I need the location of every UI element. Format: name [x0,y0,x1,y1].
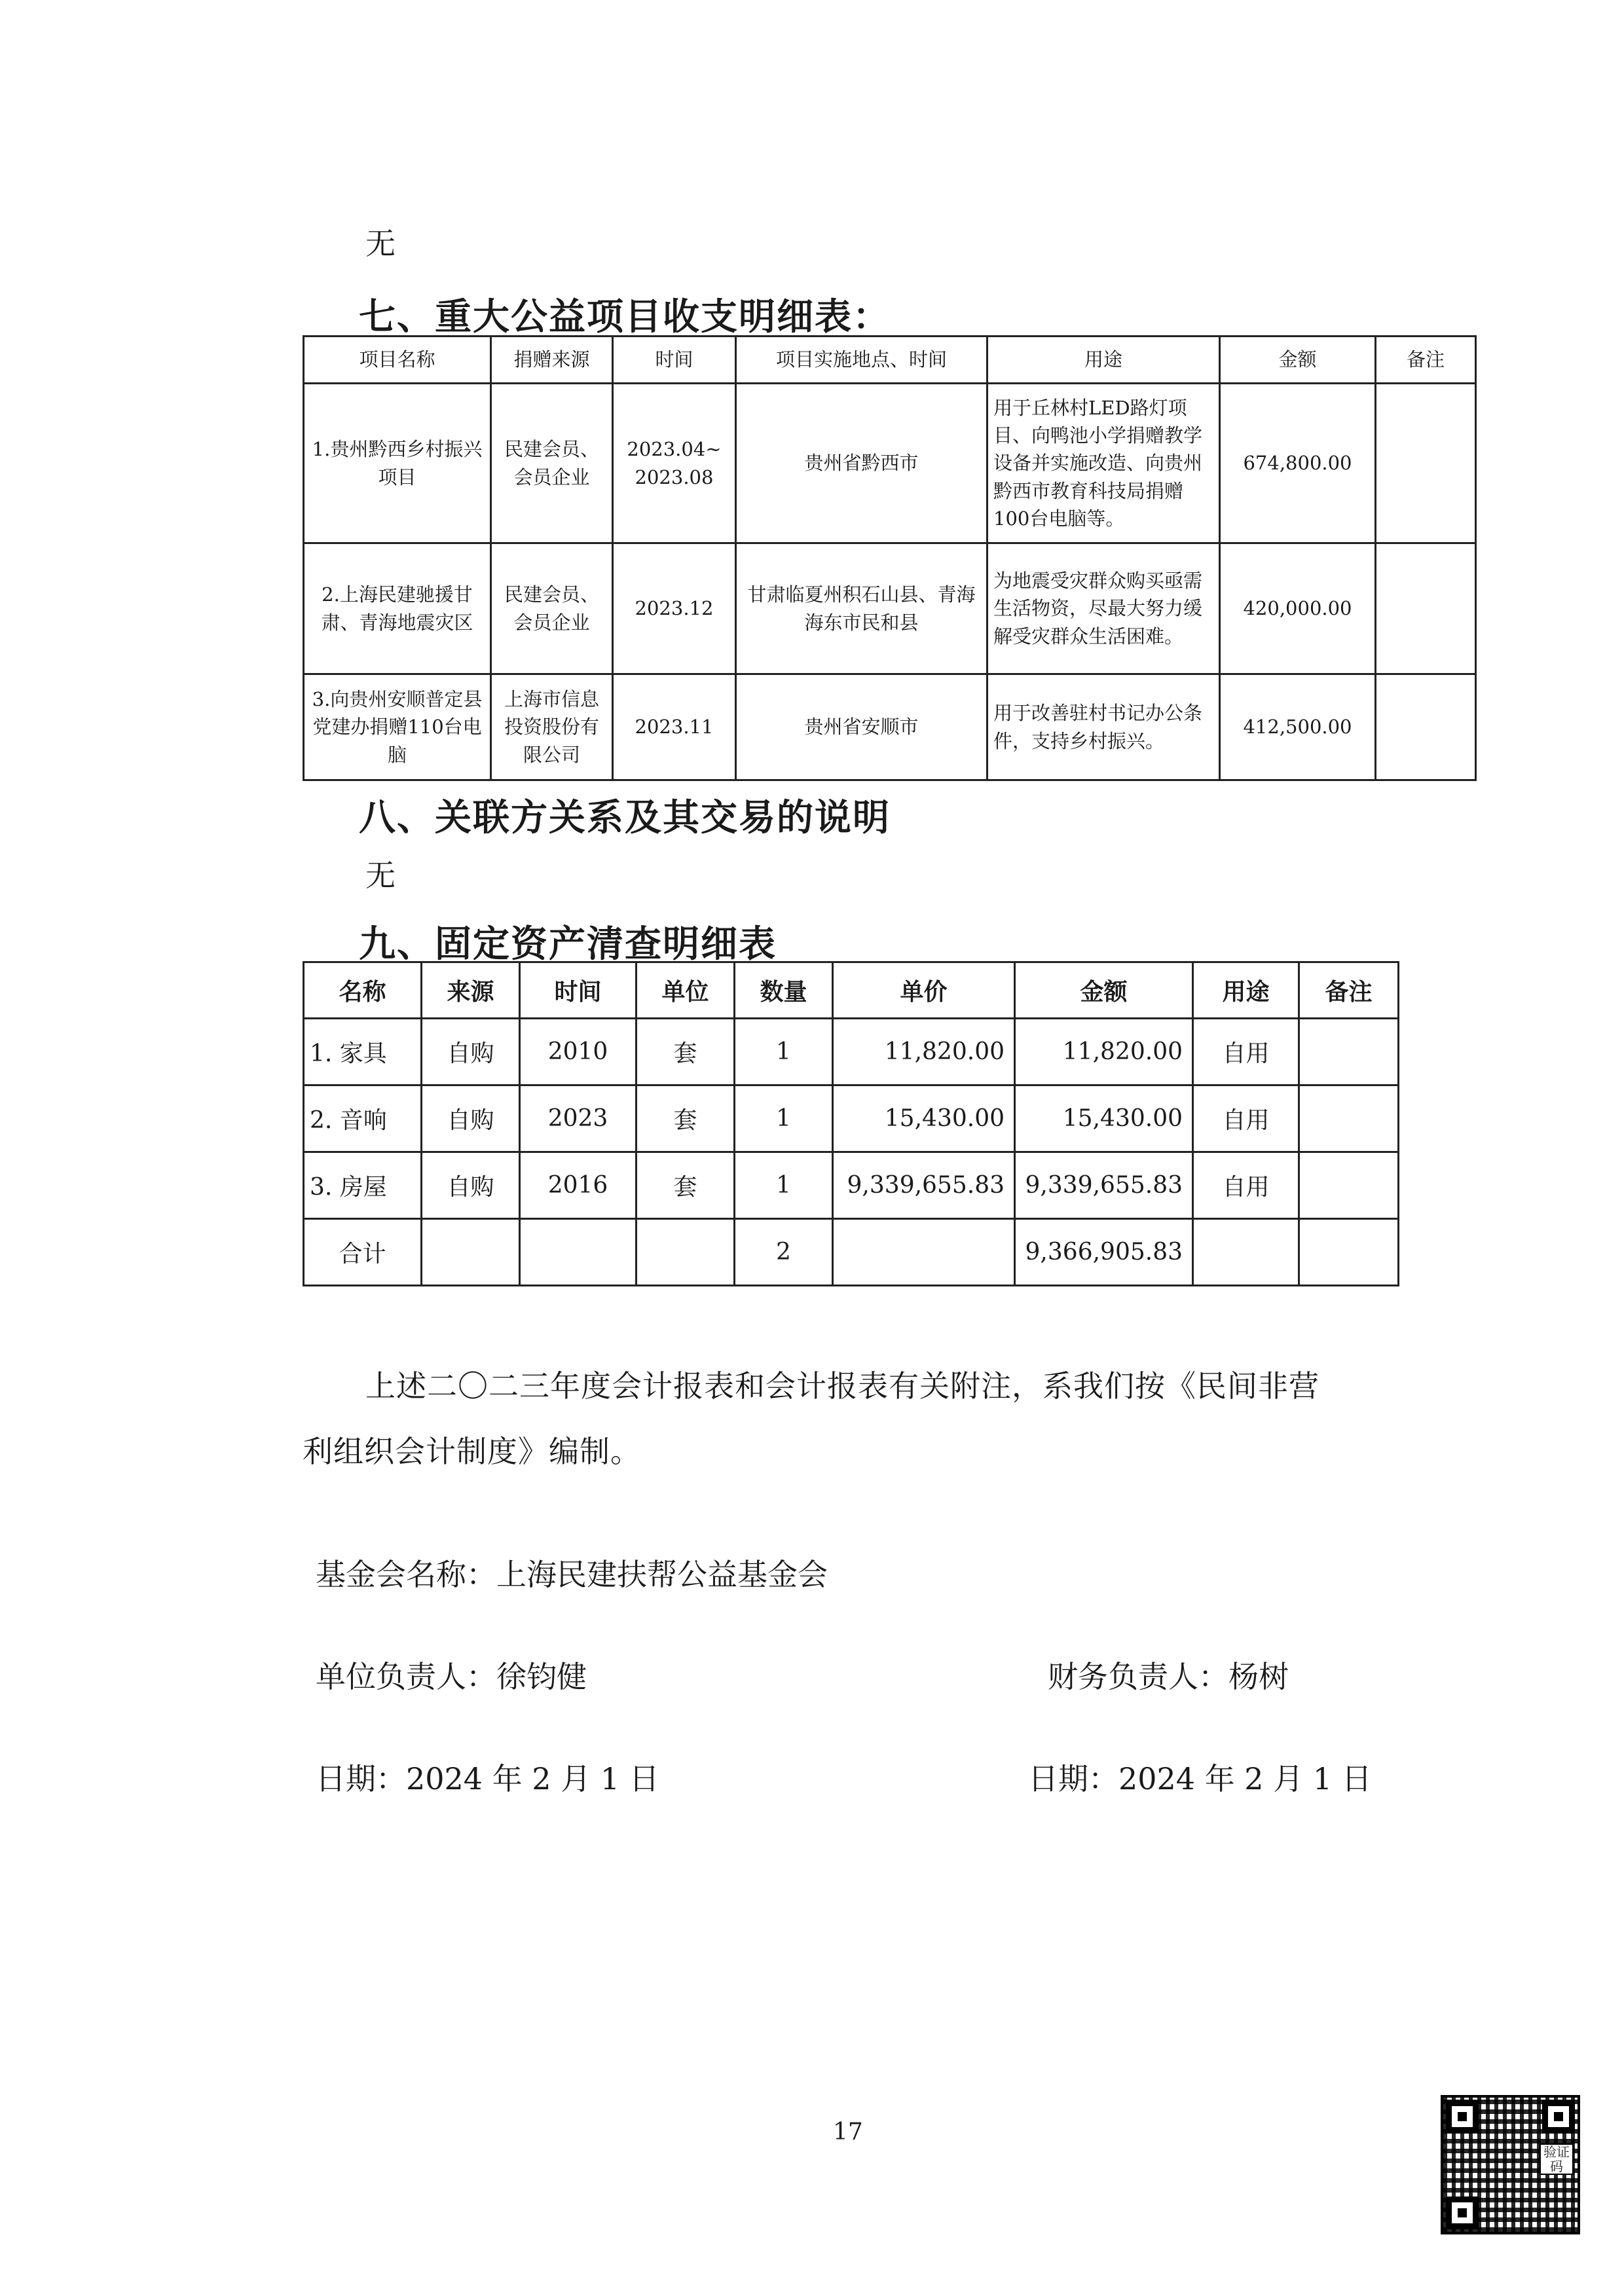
header-cell: 用途 [1193,962,1299,1019]
header-cell: 时间 [520,962,637,1019]
asset-source: 自购 [422,1085,520,1152]
donation-source: 上海市信息投资股份有限公司 [491,674,613,780]
project-time: 2023.11 [613,674,736,780]
date-right: 日期：2024 年 2 月 1 日 [1028,1761,1372,1796]
foundation-name: 基金会名称：上海民建扶帮公益基金会 [316,1557,828,1592]
header-cell: 用途 [987,337,1220,384]
asset-unit: 套 [637,1152,735,1219]
asset-use: 自用 [1193,1085,1299,1152]
closing-line-1: 上述二〇二三年度会计报表和会计报表有关附注，系我们按《民间非营 [365,1368,1320,1404]
project-remark [1376,543,1476,674]
project-remark [1376,384,1476,543]
donation-source: 民建会员、会员企业 [491,543,613,674]
asset-price: 15,430.00 [833,1085,1015,1152]
section8-title: 八、关联方关系及其交易的说明 [359,797,891,839]
asset-qty: 1 [735,1085,833,1152]
asset-name: 1. 家具 [304,1019,422,1085]
asset-price: 11,820.00 [833,1019,1015,1085]
closing-line-2: 利组织会计制度》编制。 [303,1434,641,1469]
section6-none-text: 无 [365,226,396,261]
header-cell: 时间 [613,337,736,384]
header-cell: 名称 [304,962,422,1019]
table-row [304,1085,1399,1152]
project-purpose: 用于改善驻村书记办公条件，支持乡村振兴。 [987,674,1220,780]
project-name: 2.上海民建驰援甘肃、青海地震灾区 [304,543,491,674]
asset-name: 3. 房屋 [304,1152,422,1219]
asset-unit: 套 [637,1019,735,1085]
table-row [304,543,1476,674]
header-cell: 捐赠来源 [491,337,613,384]
section8-none-text: 无 [365,858,396,893]
asset-year: 2023 [520,1085,637,1152]
fixed-asset-table [303,961,1399,1286]
project-purpose: 为地震受灾群众购买亟需生活物资，尽最大努力缓解受灾群众生活困难。 [987,543,1220,674]
asset-amount: 15,430.00 [1015,1085,1193,1152]
table-row [304,1152,1399,1219]
asset-qty: 1 [735,1152,833,1219]
section9-title: 九、固定资产清查明细表 [359,923,777,966]
qr-code-icon [1441,2095,1580,2234]
qr-finder-icon [1542,2100,1575,2133]
asset-year: 2010 [520,1019,637,1085]
asset-use: 自用 [1193,1019,1299,1085]
project-name: 3.向贵州安顺普定县党建办捐赠110台电脑 [304,674,491,780]
header-cell: 来源 [422,962,520,1019]
finance-head: 财务负责人：杨树 [1048,1659,1289,1694]
header-cell: 备注 [1299,962,1399,1019]
asset-year: 2016 [520,1152,637,1219]
project-amount: 674,800.00 [1220,384,1376,543]
asset-name: 2. 音响 [304,1085,422,1152]
qr-finder-icon [1446,2100,1479,2133]
project-amount: 412,500.00 [1220,674,1376,780]
header-cell: 备注 [1376,337,1476,384]
project-amount: 420,000.00 [1220,543,1376,674]
asset-remark [1299,1019,1399,1085]
qr-label: 验证 码 [1540,2143,1574,2175]
unit-head: 单位负责人：徐钧健 [316,1659,587,1694]
donation-source: 民建会员、会员企业 [491,384,613,543]
header-cell: 项目名称 [304,337,491,384]
table-row [304,674,1476,780]
table-row [304,384,1476,543]
total-label: 合计 [304,1219,422,1286]
table-header-row [304,337,1476,384]
project-remark [1376,674,1476,780]
asset-remark [1299,1085,1399,1152]
asset-price: 9,339,655.83 [833,1152,1015,1219]
asset-source: 自购 [422,1152,520,1219]
table-header-row [304,962,1399,1019]
header-cell: 项目实施地点、时间 [736,337,987,384]
total-qty: 2 [735,1219,833,1286]
project-location: 贵州省黔西市 [736,384,987,543]
project-location: 贵州省安顺市 [736,674,987,780]
header-cell: 单位 [637,962,735,1019]
section7-title: 七、重大公益项目收支明细表： [359,296,891,338]
total-amount: 9,366,905.83 [1015,1219,1193,1286]
header-cell: 单价 [833,962,1015,1019]
page-number: 17 [833,2119,863,2145]
header-cell: 金额 [1015,962,1193,1019]
project-location: 甘肃临夏州积石山县、青海海东市民和县 [736,543,987,674]
project-purpose: 用于丘林村LED路灯项目、向鸭池小学捐赠教学设备并实施改造、向贵州黔西市教育科技局捐赠100台电脑等。 [987,384,1220,543]
major-project-table [303,335,1477,781]
asset-use: 自用 [1193,1152,1299,1219]
project-time: 2023.04~ 2023.08 [613,384,736,543]
project-name: 1.贵州黔西乡村振兴项目 [304,384,491,543]
date-left: 日期：2024 年 2 月 1 日 [316,1761,659,1796]
total-row [304,1219,1399,1286]
header-cell: 金额 [1220,337,1376,384]
asset-remark [1299,1152,1399,1219]
asset-amount: 9,339,655.83 [1015,1152,1193,1219]
asset-source: 自购 [422,1019,520,1085]
project-time: 2023.12 [613,543,736,674]
header-cell: 数量 [735,962,833,1019]
table-row [304,1019,1399,1085]
qr-finder-icon [1446,2196,1479,2229]
asset-amount: 11,820.00 [1015,1019,1193,1085]
asset-qty: 1 [735,1019,833,1085]
asset-unit: 套 [637,1085,735,1152]
